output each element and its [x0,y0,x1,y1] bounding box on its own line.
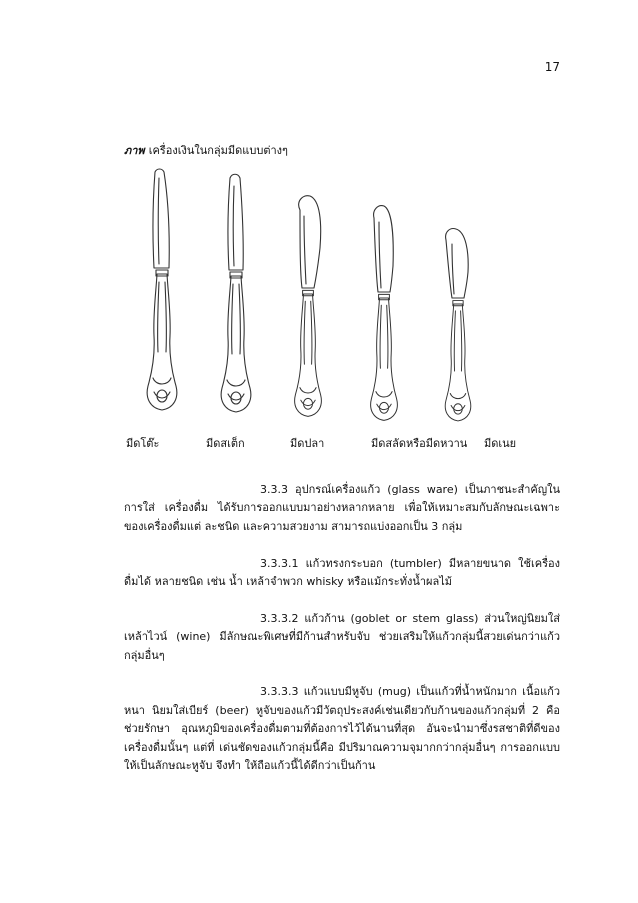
caption-text: เครื่องเงินในกลุ่มมีดแบบต่างๆ [148,144,288,157]
page-number: 17 [544,60,560,74]
caption-label: ภาพ [124,144,145,157]
paragraph-line: หลายชนิด เช่น น้ำ เหล้าจำพวก whisky หรือแม้กระทั่งน้ำผลไม้ [154,575,452,589]
paragraph-line: ละชนิด และความสวยงาม สามารถแบ่งออกเป็น 3 กลุ่ม [204,519,463,533]
knife-label-table: มีดโต๊ะ [126,437,160,450]
paragraph-line: (wine) มีลักษณะพิเศษที่มีก้านสำหรับจับ ช่วยเสริมให้แก้วกลุ่มนี้สวยเด่นกว่าแก้วกลุ่มอื่นๆ [124,630,561,662]
paragraph-line: ให้ถือแก้วนี้ได้ดีกว่าเป็นก้าน [244,759,376,773]
knife-label-salad: มีดสลัดหรือมีดหวาน [371,437,468,450]
paragraph-glassware [124,481,560,536]
knife-label-steak: มีดสเต็ก [206,437,245,450]
paragraph-line: นิยมใส่เบียร์ (beer) หูจับของแก้วมีวัตถุประสงค์เช่นเดียวกับก้านของแก้วกลุ่มที่ 2 คือ ช่วยรักษา [124,703,560,736]
knife-label-fish: มีดปลา [290,437,325,450]
paragraph-line: 3.3.3.1 แก้วทรงกระบอก (tumbler) มีหลายขนาด ใช้เครื่องดื่มได้ [124,556,560,589]
steak-knife-drawing [221,174,251,412]
salad-knife-drawing [371,206,398,421]
knife-illustration [118,168,558,423]
knife-label-butter: มีดเนย [484,437,517,450]
paragraph-goblet [124,610,560,665]
figure-caption [124,141,288,159]
paragraph-tumbler [124,555,560,592]
paragraph-line: อุณหภูมิของเครื่องดื่มตามที่ต้องการไว้ได้นานที่สุด อันจะนำมาซึ่งรสชาติที่ดีของเครื่องดื่มนั้นๆ แต่ที่ [124,722,560,754]
knife-labels [0,434,638,450]
butter-knife-drawing [445,229,471,421]
fish-knife-drawing [295,196,322,417]
paragraph-line: 3.3.3.2 แก้วก้าน (goblet or stem glass) ส่วนใหญ่นิยมใส่เหล้าไวน์ [124,611,560,644]
table-knife-drawing [147,169,177,410]
body-text [124,481,560,794]
paragraph-line: เครื่องดื่ม ได้รับการออกแบบมาอย่างหลากหลาย เพื่อให้เหมาะสมกับลักษณะเฉพาะของเครื่องดื่มแต่ [124,501,561,533]
paragraph-mug [124,683,560,775]
paragraph-line: เด่นชัดของแก้วกลุ่มนี้คือ มีปริมาณความจุมากกว่ากลุ่มอื่นๆ การออกแบบให้เป็นลักษณะหูจับ จึงทำ [124,740,560,773]
paragraph-line: 3.3.3.3 แก้วแบบมีหูจับ (mug) เป็นแก้วที่น้ำหนักมาก เนื้อแก้วหนา [124,685,560,717]
paragraph-line: 3.3.3 อุปกรณ์เครื่องแก้ว (glass ware) เป็นภาชนะสำคัญในการใส่ [124,483,560,515]
